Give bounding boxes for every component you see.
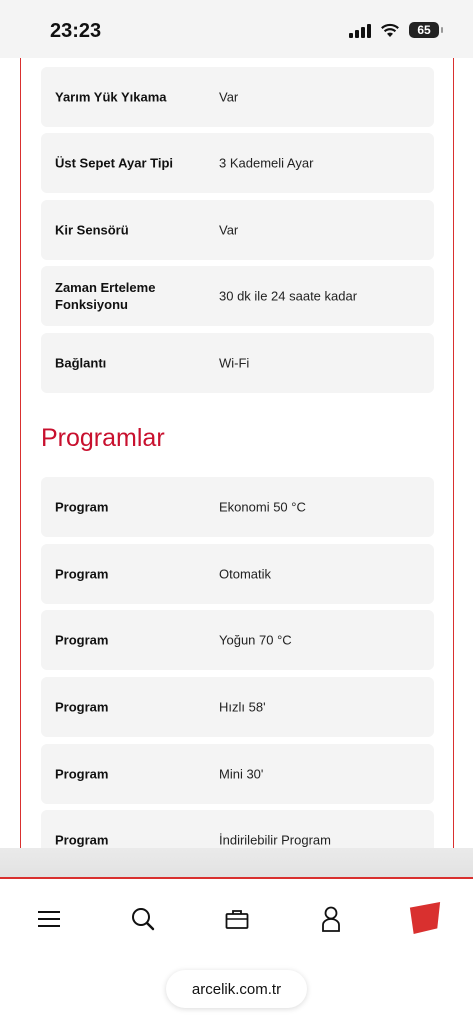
spec-key: Program	[55, 566, 109, 582]
spec-key: Program	[55, 632, 109, 648]
brand-logo-icon[interactable]	[408, 901, 442, 935]
spec-row-connection	[41, 333, 434, 393]
spec-key: Kir Sensörü	[55, 222, 129, 238]
spec-value: İndirilebilir Program	[219, 832, 331, 848]
spec-key: Bağlantı	[55, 355, 107, 371]
program-row	[41, 610, 434, 670]
status-bar	[0, 0, 473, 58]
wifi-icon	[380, 23, 400, 38]
program-row	[41, 744, 434, 804]
spec-value: Var	[219, 89, 239, 105]
spec-key: Üst Sepet Ayar Tipi	[55, 155, 173, 171]
spec-row-delay-start	[41, 266, 434, 326]
spec-value: Otomatik	[219, 566, 272, 582]
battery-icon	[409, 22, 439, 38]
program-row	[41, 810, 434, 848]
status-time: 23:23	[50, 20, 102, 42]
program-row	[41, 544, 434, 604]
spec-value: Ekonomi 50 °C	[219, 499, 306, 515]
spec-key: Program	[55, 832, 109, 848]
url-text: arcelik.com.tr	[191, 980, 282, 998]
battery-level: 65	[417, 23, 431, 37]
spec-value: 30 dk ile 24 saate kadar	[219, 288, 358, 304]
briefcase-icon[interactable]	[223, 905, 251, 933]
address-bar[interactable]	[166, 970, 307, 1008]
user-icon[interactable]	[317, 905, 345, 933]
spec-key: Program	[55, 699, 109, 715]
program-row	[41, 477, 434, 537]
spec-value: 3 Kademeli Ayar	[219, 155, 314, 171]
spec-key: Yarım Yük Yıkama	[55, 89, 167, 105]
spec-key: Program	[55, 499, 109, 515]
spec-row-half-load	[41, 67, 434, 127]
spec-row-dirt-sensor	[41, 200, 434, 260]
spec-value: Var	[219, 222, 239, 238]
spec-value: Hızlı 58'	[219, 699, 266, 715]
bottom-nav	[0, 877, 473, 1026]
section-title-programs: Programlar	[41, 424, 165, 452]
status-icons	[349, 22, 439, 38]
spec-value: Mini 30'	[219, 766, 264, 782]
spec-value: Wi-Fi	[219, 355, 250, 371]
search-icon[interactable]	[129, 905, 157, 933]
spec-row-upper-basket	[41, 133, 434, 193]
spec-value: Yoğun 70 °C	[219, 632, 292, 648]
spec-key: Program	[55, 766, 109, 782]
signal-icon	[349, 22, 371, 38]
program-row	[41, 677, 434, 737]
spec-key: Zaman Erteleme Fonksiyonu	[55, 280, 156, 312]
menu-icon[interactable]	[35, 905, 63, 933]
spec-content[interactable]	[20, 58, 454, 848]
content-fade	[0, 848, 473, 878]
